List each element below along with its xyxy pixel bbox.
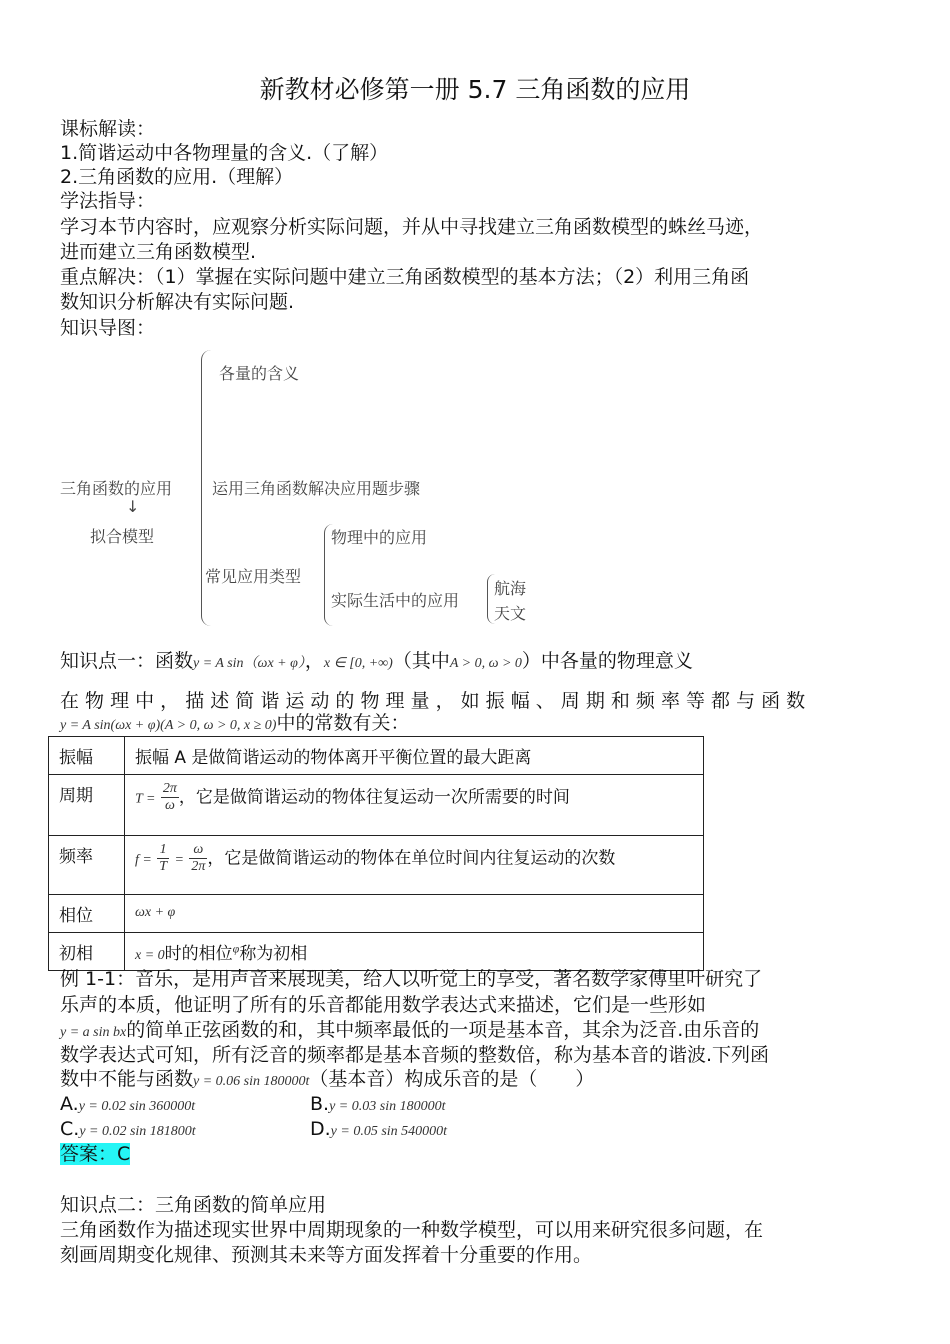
map-branch-types: 常见应用类型 bbox=[205, 567, 302, 586]
knowledge-map-heading: 知识导图： bbox=[60, 317, 156, 339]
initial-phase-desc bbox=[125, 933, 704, 971]
option-a-formula: y = 0.02 sin 360000t bbox=[78, 1099, 196, 1114]
map-real-life: 实际生活中的应用 bbox=[331, 591, 460, 610]
frequency-lhs: f = bbox=[135, 852, 152, 868]
option-c-formula: y = 0.02 sin 181800t bbox=[79, 1124, 196, 1139]
example-line-3-text: 的简单正弦函数的和，其中频率最低的一项是基本音，其余为泛音.由乐音的 bbox=[126, 1019, 760, 1041]
kp1-text-3: （其中 bbox=[392, 650, 450, 672]
example-line-5-b: （基本音）构成乐音的是（ ） bbox=[309, 1068, 595, 1090]
map-navigation: 航海 bbox=[494, 579, 527, 598]
example-line-4: 数学表达式可知，所有泛音的频率都是基本音频的整数倍，称为基本音的谐波.下列函 bbox=[60, 1044, 770, 1066]
curriculum-item-2: 2.三角函数的应用.（理解） bbox=[60, 166, 294, 188]
knowledge-point-2-heading: 知识点二：三角函数的简单应用 bbox=[60, 1194, 327, 1216]
map-astronomy: 天文 bbox=[494, 604, 527, 623]
curriculum-item-1: 1.简谐运动中各物理量的含义.（了解） bbox=[60, 142, 389, 164]
frequency-fraction-2 bbox=[189, 842, 207, 875]
kp1-intro-line-2 bbox=[60, 710, 409, 739]
study-line-1: 学习本节内容时，应观察分析实际问题，并从中寻找建立三角函数模型的蛛丝马迹， bbox=[60, 216, 764, 238]
map-branch-meaning: 各量的含义 bbox=[219, 364, 300, 383]
option-b-formula: y = 0.03 sin 180000t bbox=[329, 1099, 446, 1114]
frequency-desc bbox=[125, 836, 704, 895]
example-line-1: 例 1-1：音乐，是用声音来展现美，给人以听觉上的享受，著名数学家傅里叶研究了 bbox=[60, 968, 763, 990]
phase-formula: ωx + φ bbox=[135, 905, 176, 920]
example-sine-form: y = a sin bx bbox=[60, 1025, 127, 1040]
option-b-label: B. bbox=[310, 1093, 330, 1115]
option-d-label: D. bbox=[310, 1118, 331, 1140]
period-desc bbox=[125, 775, 704, 836]
kp1-condition: A > 0, ω > 0 bbox=[449, 656, 522, 671]
answer bbox=[60, 1141, 130, 1167]
kp1-intro-line-1: 在 物 理 中 ， 描 述 简 谐 运 动 的 物 理 量 ， 如 振 幅 、 周 期 和 频 率 等 都 与 函 数 bbox=[60, 690, 806, 712]
physical-quantities-table bbox=[48, 736, 704, 971]
knowledge-point-1-heading bbox=[60, 648, 693, 677]
kp1-text-2: ， bbox=[304, 650, 324, 672]
option-d bbox=[310, 1116, 447, 1145]
kp2-line-2: 刻画周期变化规律、预测其未来等方面发挥着十分重要的作用。 bbox=[60, 1244, 593, 1266]
frequency-text: ，它是做简谐运动的物体在单位时间内往复运动的次数 bbox=[207, 848, 616, 869]
example-base-tone: y = 0.06 sin 180000t bbox=[193, 1074, 310, 1089]
period-lhs: T = bbox=[135, 791, 156, 807]
frequency-den-2: 2π bbox=[191, 859, 206, 874]
kp1-intro-formula: y = A sin(ωx + φ)(A > 0, ω > 0, x ≥ 0) bbox=[60, 718, 277, 733]
key-points-line-1: 重点解决：（1）掌握在实际问题中建立三角函数模型的基本方法；（2）利用三角函 bbox=[60, 266, 750, 288]
map-fit-model: 拟合模型 bbox=[90, 527, 155, 546]
kp1-intro-text: 中的常数有关： bbox=[276, 712, 410, 734]
frequency-den-1: T bbox=[159, 859, 168, 874]
frequency-label: 频率 bbox=[49, 836, 125, 895]
answer-highlight: 答案：C bbox=[60, 1143, 131, 1165]
frequency-num-2: ω bbox=[189, 842, 207, 859]
map-arrow: ↓ bbox=[126, 497, 140, 516]
initial-phase-symbol: φ bbox=[232, 941, 240, 956]
table-row bbox=[49, 775, 704, 836]
initial-phase-condition: x = 0 bbox=[135, 948, 165, 963]
phase-desc bbox=[125, 895, 704, 933]
phase-label: 相位 bbox=[49, 895, 125, 933]
map-root: 三角函数的应用 bbox=[60, 479, 173, 498]
table-row bbox=[49, 836, 704, 895]
option-d-formula: y = 0.05 sin 540000t bbox=[330, 1124, 448, 1139]
period-text: ，它是做简谐运动的物体往复运动一次所需要的时间 bbox=[178, 787, 570, 808]
period-fraction bbox=[161, 781, 179, 814]
study-line-2: 进而建立三角函数模型. bbox=[60, 241, 257, 263]
map-branch-steps: 运用三角函数解决应用题步骤 bbox=[212, 479, 421, 498]
frequency-num-1: 1 bbox=[157, 842, 169, 859]
kp2-line-1: 三角函数作为描述现实世界中周期现象的一种数学模型，可以用来研究很多问题，在 bbox=[60, 1219, 764, 1241]
study-heading: 学法指导： bbox=[60, 190, 156, 212]
amplitude-desc: 振幅 A 是做简谐运动的物体离开平衡位置的最大距离 bbox=[125, 737, 704, 775]
period-num: 2π bbox=[162, 781, 177, 796]
kp1-formula: y = A sin（ωx + φ） bbox=[193, 656, 305, 671]
frequency-fraction-1 bbox=[157, 842, 169, 875]
initial-phase-text-2: 称为初相 bbox=[239, 944, 308, 964]
kp1-text-4: ）中各量的物理意义 bbox=[521, 650, 693, 672]
page-title: 新教材必修第一册 5.7 三角函数的应用 bbox=[259, 75, 691, 104]
option-c-label: C. bbox=[60, 1118, 80, 1140]
kp1-text-1: 知识点一：函数 bbox=[60, 650, 194, 672]
period-label: 周期 bbox=[49, 775, 125, 836]
example-line-5-a: 数中不能与函数 bbox=[60, 1068, 194, 1090]
map-physics: 物理中的应用 bbox=[331, 528, 428, 547]
initial-phase-text-1: 时的相位 bbox=[164, 944, 233, 964]
frequency-equals: = bbox=[174, 852, 184, 868]
period-den: ω bbox=[164, 798, 175, 813]
kp1-domain: x ∈ [0, +∞) bbox=[323, 656, 393, 671]
table-row bbox=[49, 895, 704, 933]
key-points-line-2: 数知识分析解决有实际问题. bbox=[60, 291, 295, 313]
table-row bbox=[49, 737, 704, 775]
option-a-label: A. bbox=[60, 1093, 79, 1115]
initial-phase-label: 初相 bbox=[49, 933, 125, 971]
example-line-2: 乐声的本质，他证明了所有的乐音都能用数学表达式来描述，它们是一些形如 bbox=[60, 994, 707, 1016]
curriculum-heading: 课标解读： bbox=[60, 118, 156, 140]
table-row bbox=[49, 933, 704, 971]
amplitude-label: 振幅 bbox=[49, 737, 125, 775]
